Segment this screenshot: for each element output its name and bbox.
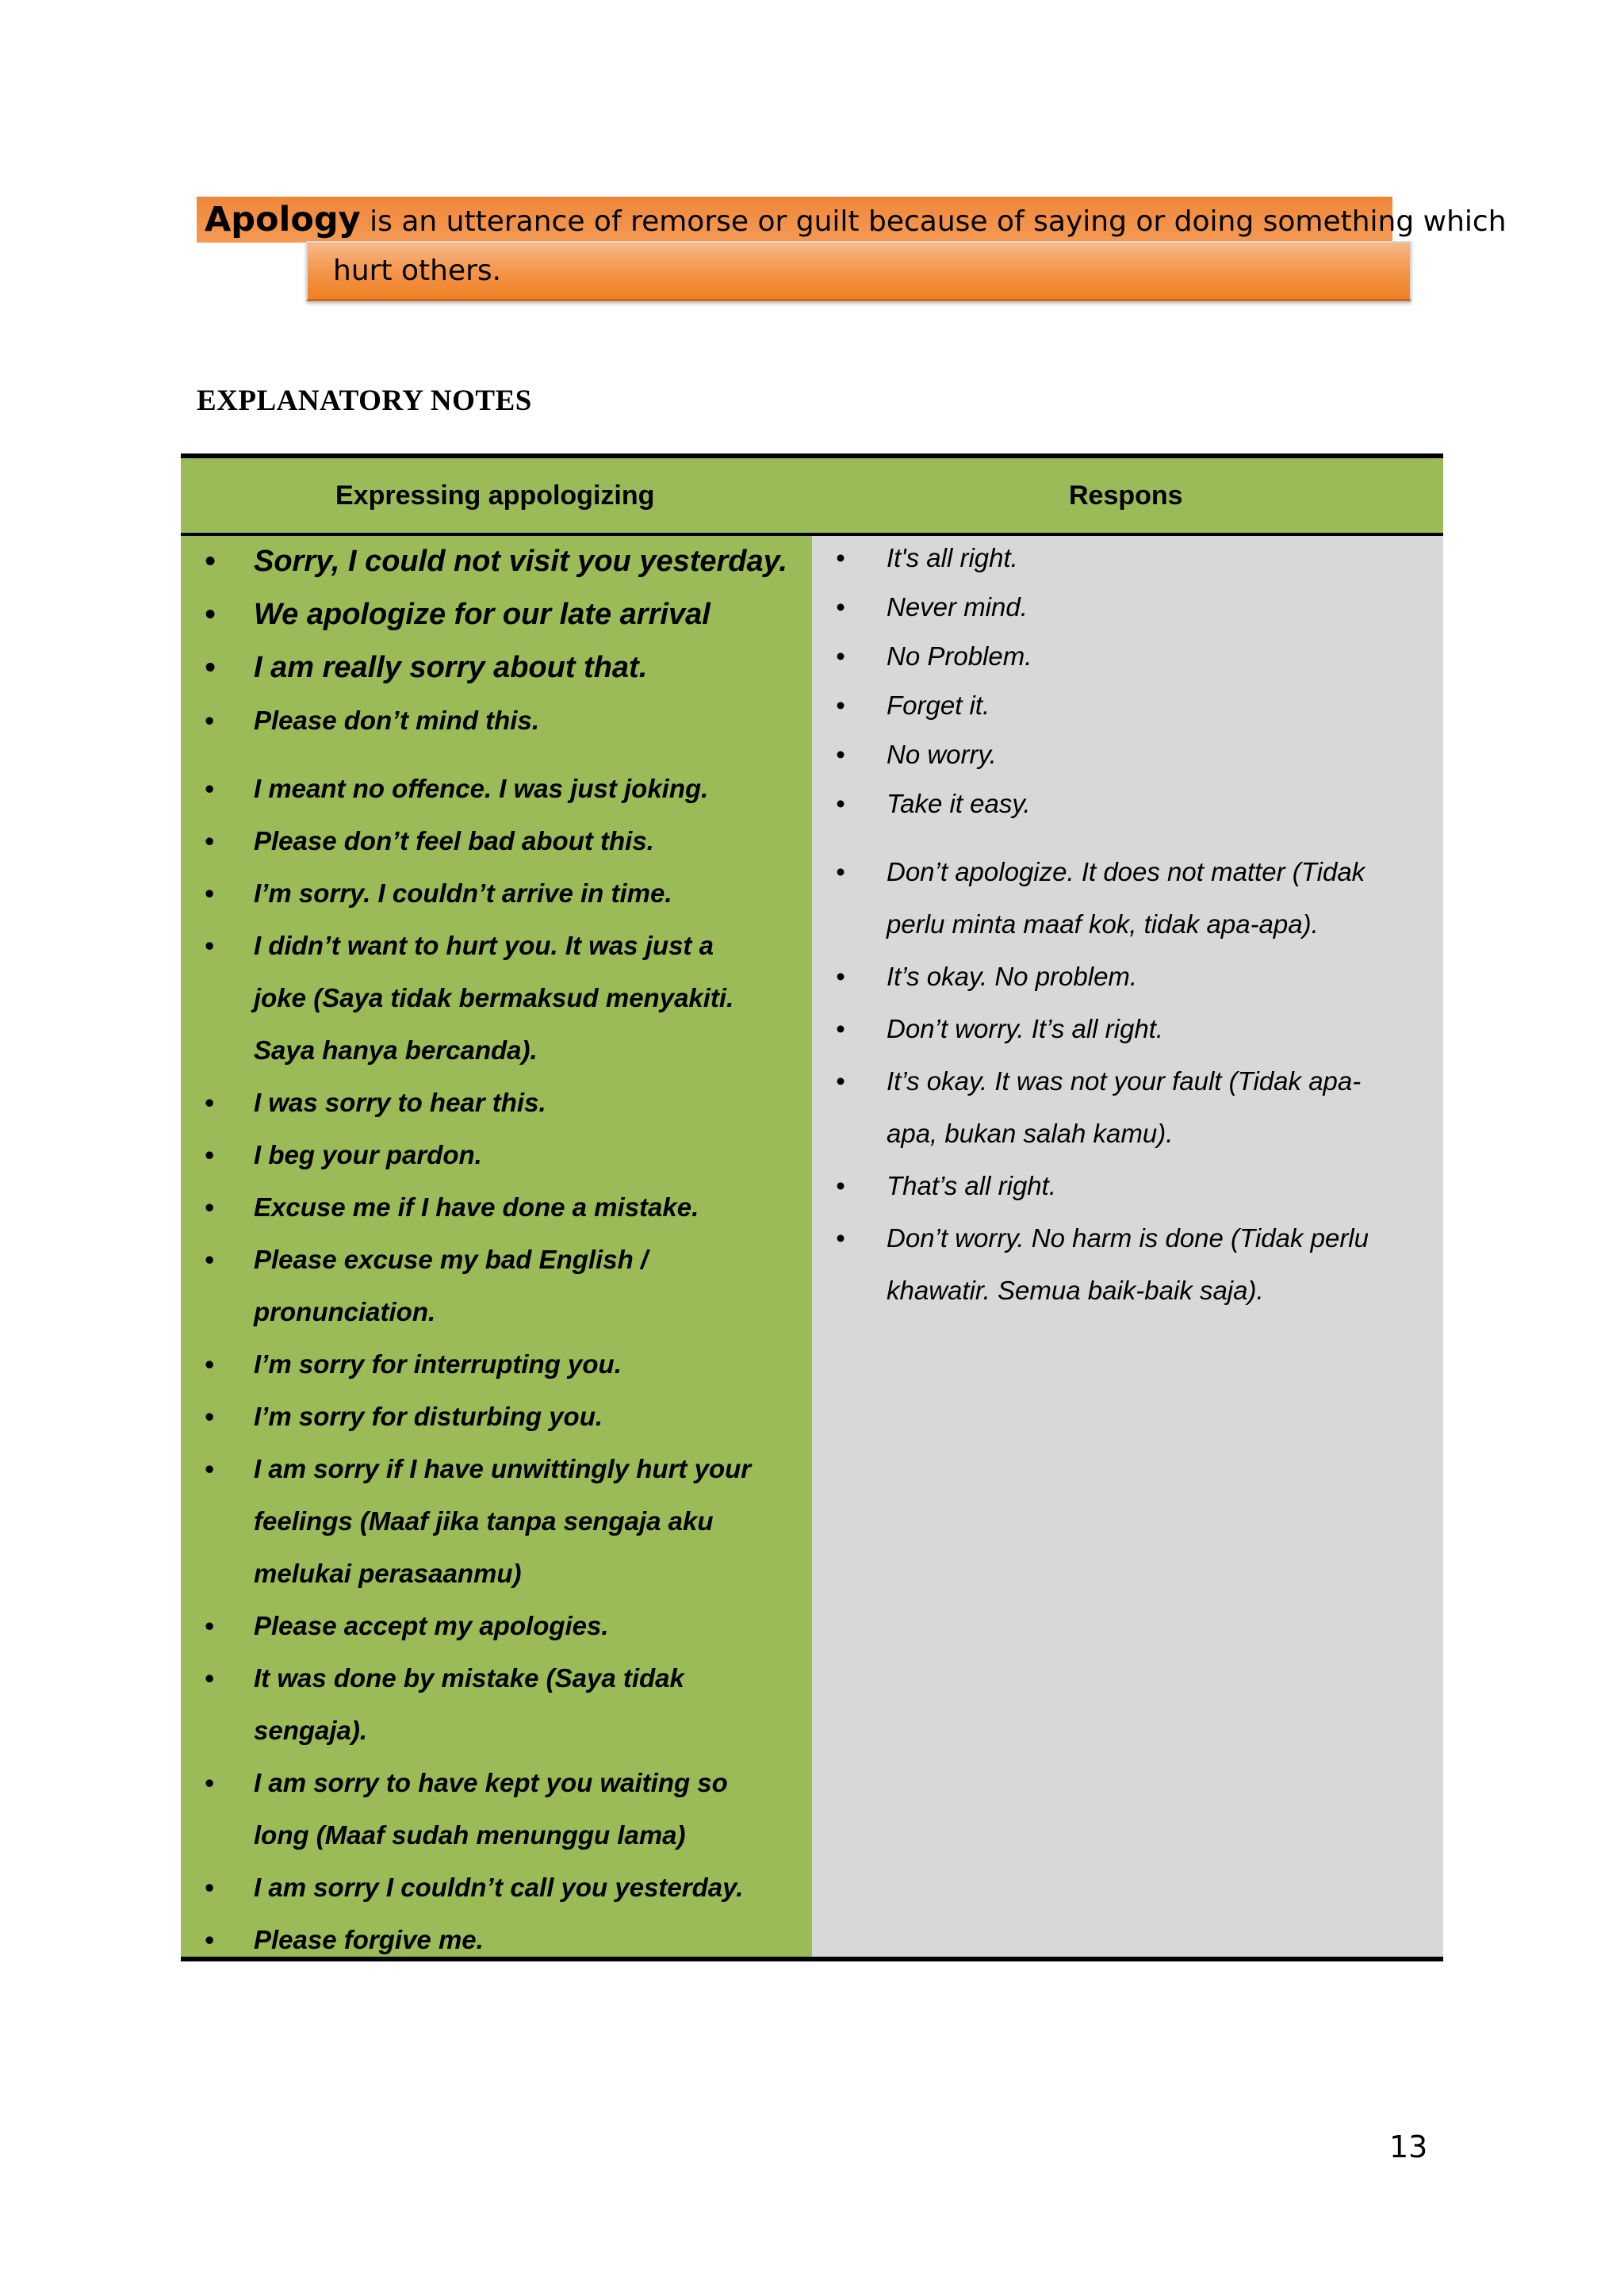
- bullet: •: [205, 878, 214, 908]
- bullet: •: [205, 1454, 214, 1483]
- page-number: 13: [1389, 2130, 1428, 2164]
- bullet: •: [205, 1192, 214, 1222]
- bullet: •: [836, 1171, 845, 1200]
- header-expressing: Expressing appologizing: [335, 480, 655, 511]
- explanatory-table: [181, 453, 1443, 1961]
- bullet: •: [836, 543, 845, 572]
- bullet: •: [205, 1140, 214, 1169]
- bullet: •: [205, 1402, 214, 1431]
- bullet: •: [205, 931, 214, 960]
- section-heading: EXPLANATORY NOTES: [197, 385, 532, 417]
- bullet: •: [836, 789, 845, 818]
- expressions-column: • Sorry, I could not visit you yesterday. • We apologize for our late arrival • I am really sorry about that. • Please don’t mind this. • I meant no offence. I was just joking. • Please don’t feel bad about this. • I’m sorry. I couldn’t arrive in time. • I didn’t want to hurt you. It was just a joke (Saya tidak bermaksud menyakiti. Saya hanya bercanda). • I was sorry to hear this. • I beg your pardon. • Excuse me if I have done a mistake. • Please excuse my bad English / pronunciation. • I’m sorry for interrupting you. • I’m sorry for disturbing you. • I am sorry if I have unwittingly hurt your feelings (Maaf jika tanpa sengaja aku melukai perasaanmu) • Please accept my apologies. • It was done by mistake (Saya tidak sengaja). • I am sorry to have kept you waiting so long (Maaf sudah menunggu lama) • I am sorry I couldn’t call you yesterday. • Please forgive me.: [181, 536, 812, 1957]
- definition-line-1: [197, 197, 1507, 243]
- bullet: •: [205, 774, 214, 803]
- bullet: •: [205, 1873, 214, 1902]
- bullet: •: [205, 706, 214, 735]
- responses-column: • It's all right. • Never mind. • No Problem. • Forget it. • No worry. • Take it easy. • Don’t apologize. It does not matter (Tidak perlu minta maaf kok, tidak apa-apa). • It’s okay. No problem. • Don’t worry. It’s all right. • It’s okay. It was not your fault (Tidak apa- apa, bukan salah kamu). • That’s all right. • Don’t worry. No harm is done (Tidak perlu khawatir. Semua baik-baik saja).: [812, 536, 1443, 1957]
- bullet: •: [205, 598, 216, 631]
- bullet: •: [836, 857, 845, 886]
- bullet: •: [836, 691, 845, 720]
- bullet: •: [205, 1349, 214, 1379]
- bullet: •: [836, 641, 845, 671]
- header-respons: Respons: [1069, 480, 1183, 511]
- bullet: •: [836, 962, 845, 991]
- definition-line-2: [306, 241, 1411, 301]
- bullet: •: [205, 1768, 214, 1797]
- bullet: •: [205, 651, 216, 684]
- table-header-row: [181, 458, 1443, 536]
- bullet: •: [836, 592, 845, 622]
- bullet: •: [205, 1611, 214, 1640]
- bullet: •: [836, 1014, 845, 1043]
- bullet: •: [836, 1066, 845, 1096]
- definition-text-continued: hurt others.: [333, 254, 502, 287]
- bullet: •: [205, 1663, 214, 1693]
- definition-text: is an utterance of remorse or guilt because of saying or doing something which: [360, 205, 1507, 238]
- bullet: •: [205, 1245, 214, 1274]
- bullet: •: [836, 740, 845, 769]
- bullet: •: [205, 1088, 214, 1117]
- bullet: •: [836, 1223, 845, 1253]
- bullet: •: [205, 545, 216, 578]
- bullet: •: [205, 826, 214, 855]
- definition-term: Apology: [205, 200, 361, 239]
- bullet: •: [205, 1925, 214, 1954]
